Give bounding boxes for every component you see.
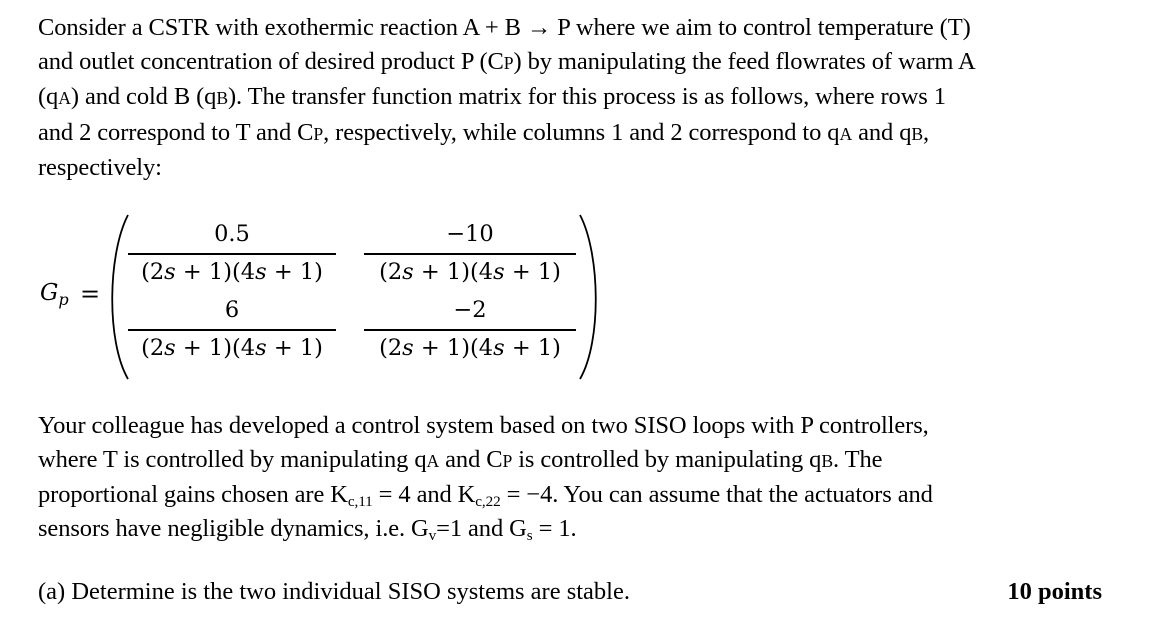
- cell-numerator: −10: [446, 221, 494, 247]
- cell-denominator: (2s + 1)(4s + 1): [141, 258, 323, 285]
- controller-paragraph: [38, 409, 1158, 545]
- intro-paragraph: [38, 11, 1158, 185]
- question-points: 10 points: [1007, 578, 1102, 605]
- matrix-cell-1-2: [364, 219, 576, 287]
- controller-line-4: sensors have negligible dynamics, i.e. $G_v=1$ and $G_s = 1$.: [38, 514, 577, 544]
- fraction-bar: [364, 329, 576, 331]
- cell-numerator: −2: [453, 297, 487, 323]
- intro-line-4: and 2 correspond to T and CP, respectively, while columns 1 and 2 correspond to qA and qB,: [38, 118, 930, 146]
- controller-line-1: Your colleague has developed a control system based on two SISO loops with P controllers,: [38, 412, 929, 439]
- fraction-bar: [364, 253, 576, 255]
- cell-denominator: (2s + 1)(4s + 1): [379, 258, 561, 285]
- fraction-bar: [128, 329, 336, 331]
- transfer-function-matrix-equation: [0, 195, 700, 395]
- intro-line-1: Consider a CSTR with exothermic reaction A + B → P where we aim to control temperature (T): [38, 14, 971, 41]
- equals-sign: =: [80, 280, 101, 308]
- fraction-bar: [128, 253, 336, 255]
- question-a: [38, 575, 1102, 608]
- left-parenthesis: [104, 213, 130, 381]
- cell-numerator: 6: [224, 297, 240, 323]
- cell-denominator: (2s + 1)(4s + 1): [379, 334, 561, 361]
- cell-denominator: (2s + 1)(4s + 1): [141, 334, 323, 361]
- intro-line-3: (qA) and cold B (qB). The transfer function matrix for this process is as follows, where rows 1: [38, 83, 946, 110]
- matrix-cell-2-1: [128, 295, 336, 363]
- controller-line-2: where T is controlled by manipulating qA and CP is controlled by manipulating qB. The: [38, 445, 883, 473]
- matrix-cell-2-2: [364, 295, 576, 363]
- controller-line-3: proportional gains chosen are $K_{c,11} = 4$ and $K_{c,22} = -4$. You can assume that the actuators and: [38, 481, 933, 510]
- matrix-label: $G_p$: [40, 280, 69, 309]
- matrix-cell-1-1: [128, 219, 336, 287]
- question-text: (a) Determine is the two individual SISO systems are stable.: [38, 578, 630, 605]
- intro-line-5: respectively:: [38, 154, 162, 181]
- right-parenthesis: [578, 213, 604, 381]
- cell-numerator: 0.5: [214, 221, 250, 247]
- intro-line-2: and outlet concentration of desired product P (CP) by manipulating the feed flowrates of warm A: [38, 47, 976, 75]
